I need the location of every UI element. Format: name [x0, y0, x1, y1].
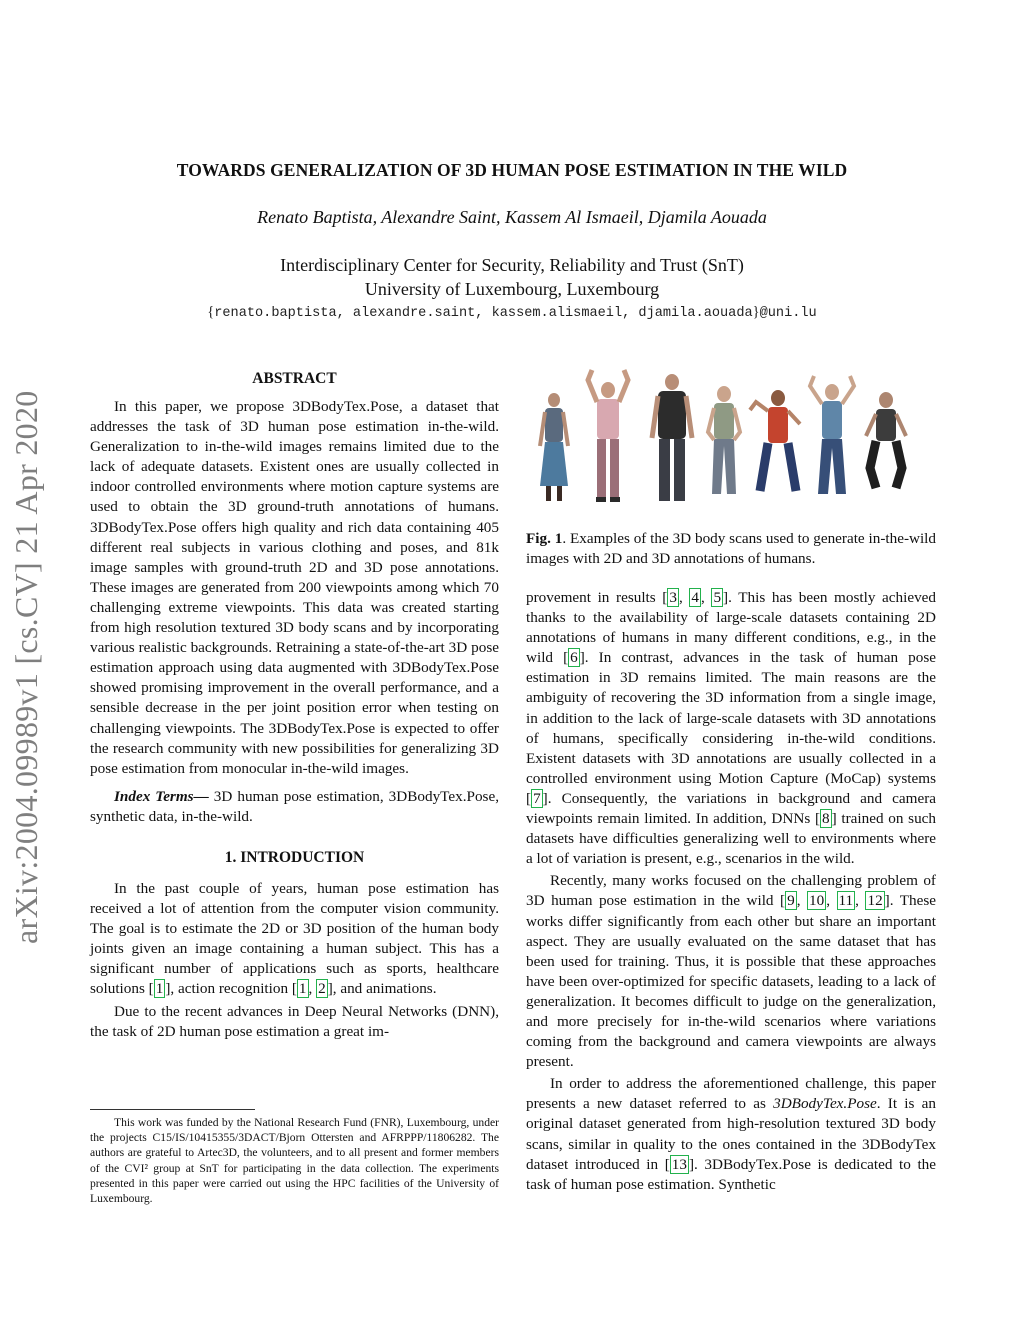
citation-link[interactable]: 2 [318, 980, 326, 998]
citation-link[interactable]: 12 [867, 892, 883, 910]
body-scan-figure [540, 370, 906, 502]
index-terms [90, 787, 499, 827]
citation-link[interactable]: 13 [671, 1155, 687, 1173]
affiliation-line-2: University of Luxembourg, Luxembourg [364, 279, 660, 299]
citation-link[interactable]: 9 [787, 892, 795, 910]
citation-link[interactable]: 3 [669, 589, 677, 606]
citation-link[interactable]: 1 [298, 980, 307, 998]
intro-paragraph-recent-works: Recently, many works focused on the challenging problem of 3D human pose estimation in the wild [ 9 , 10 , 11 , 12 ]. These works differ significantly from each other but share an important aspect. They are usually evaluated on the same dataset that has been used for training. Thus, it is possible that these approaches have been over-optimized for specific datasets, leading to a lack of generalization. It becomes difficult to judge on the generalization, and more precisely for in-the-wild scenarios where variations coming from the background and camera viewpoints are always present. [526, 872, 937, 1071]
footnote-divider [90, 1109, 255, 1110]
email-line [0, 304, 1024, 321]
text-run: ]. Consequently, the variations in background and camera viewpoints remain limited. In addition, DNNs [ [526, 789, 936, 828]
intro-paragraph-2: Due to the recent advances in Deep Neural Networks (DNN), the task of 2D human pose estimation a great im- [90, 1002, 499, 1040]
text-run: ]. This has been mostly achieved thanks to the availability of large-scale datasets containing 2D annotations of humans in many different conditions, e.g., in the wild [ [526, 589, 937, 667]
citation-link[interactable]: 6 [570, 649, 578, 667]
dataset-name: 3DBodyTex.Pose [773, 1095, 877, 1113]
email-brace-close: } [752, 304, 760, 320]
index-terms-label: Index Terms— [114, 787, 209, 805]
figure-caption-text: . Examples of the 3D body scans used to generate in-the-wild images with 2D and 3D annotations of humans. [526, 530, 936, 568]
citation-link[interactable]: 10 [809, 892, 825, 910]
intro-paragraph-1: In the past couple of years, human pose estimation has received a lot of attention from the computer vision community. The goal is to estimate the 2D or 3D position of the human body joints given an image containing a human subject. This has a significant number of applications such as sports, healthcare solutions [ 1 ], action recognition [ 1 , 2 ], and animations. [90, 879, 499, 998]
citation-link[interactable]: 1 [155, 980, 164, 998]
citation-link[interactable]: 7 [533, 789, 541, 807]
intro-paragraph-dataset [526, 1074, 936, 1195]
email-brace-open: { [207, 304, 215, 320]
author-list: Renato Baptista, Alexandre Saint, Kassem Al Ismaeil, Djamila Aouada [257, 207, 767, 227]
text-run: In order to address the aforementioned challenge, this paper presents a new dataset referred to as [526, 1075, 936, 1113]
affiliation-line-1: Interdisciplinary Center for Security, Reliability and Trust (SnT) [280, 255, 744, 275]
intro-paragraph-continued: provement in results [ 3 , 4 , 5 ]. This has been mostly achieved thanks to the availability of large-scale datasets containing 2D annotations of humans in many different conditions, e.g., in the wild [ 6 ]. In contrast, advances in the task of human pose estimation in 3D remains limited. The main reasons are the ambiguity of recovering the 3D information from a single image, in addition to the lack of large-scale datasets with 3D annotations of humans, specifically considering in-the-wild conditions. Existent datasets with 3D annotations are usually collected in a controlled environment using Motion Capture (MoCap) systems [ 7 ]. Consequently, the variations in background and camera viewpoints remain limited. In addition, DNNs [ 8 ] trained on such datasets have difficulties generalizing well to environments where a lot of variation is present, e.g., scenarios in the wild. [526, 589, 937, 868]
index-terms-text: 3D human pose estimation, 3DBodyTex.Pose, synthetic data, in-the-wild. [90, 787, 499, 825]
text-run: Recently, many works focused on the challenging problem of 3D human pose estimation in the wild [ [526, 872, 936, 910]
right-column [526, 588, 936, 1195]
text-run: provement in results [ [526, 589, 668, 606]
abstract-heading: ABSTRACT [252, 370, 337, 387]
citation-link[interactable]: 11 [838, 892, 854, 910]
email-names: renato.baptista, alexandre.saint, kassem.alismaeil, djamila.aouada [214, 306, 753, 321]
intro-text-a: In the past couple of years, human pose estimation has received a lot of attention from the computer vision community. The goal is to estimate the 2D or 3D position of the human body joints given an image containing a human subject. This has a significant number of applications such as sports, healthcare solutions [90, 879, 499, 998]
email-domain: @uni.lu [759, 306, 817, 321]
intro-heading: 1. INTRODUCTION [224, 848, 365, 866]
citation-link[interactable]: 5 [713, 589, 722, 606]
text-run: ] trained on such datasets have difficulties generalizing well to environments where a lot of variation is present, e.g., scenarios in the wild. [526, 810, 936, 868]
arxiv-identifier: arXiv:2004.09989v1 [cs.CV] 21 Apr 2020 [8, 390, 44, 944]
figure-label: Fig. 1 [526, 530, 563, 547]
paper-title: TOWARDS GENERALIZATION OF 3D HUMAN POSE ESTIMATION IN THE WILD [176, 160, 848, 180]
figure-1-caption [526, 529, 936, 569]
figure-1-body-scans [526, 366, 936, 516]
text-run: . It is an original dataset generated from high-resolution textured 3D body scans, similar in quality to the ones contained in the 3DBodyTex dataset introduced in [ [526, 1095, 936, 1173]
abstract-text: In this paper, we propose 3DBodyTex.Pose, a dataset that addresses the task of 3D human pose estimation in-the-wild. Generalization to in-the-wild images remains limited due to the lack of adequate datasets. Existent ones are usually collected in indoor controlled environments where motion capture systems are used to obtain the 3D ground-truth annotations of humans. 3DBodyTex.Pose offers high quality and rich data containing 405 different real subjects in various clothing and poses, and 81k image samples with ground-truth 2D and 3D pose annotations. These images are generated from 200 viewpoints among which 70 challenging extreme viewpoints. This data was created starting from high resolution textured 3D body scans and by incorporating various realistic backgrounds. Retraining a state-of-the-art 3D pose estimation approach using data augmented with 3DBodyTex.Pose showed promising improvement in the overall performance, and a sensible decrease in the per joint position error when testing on challenging viewpoints. The 3DBodyTex.Pose is expected to offer the research community with new possibilities for generalizing 3D pose estimation from monocular in-the-wild images. [90, 398, 499, 777]
funding-footnote: This work was funded by the National Research Fund (FNR), Luxembourg, under the projects C15/IS/10415355/3DACT/Bjorn Ottersten and AFRPPP/11806282. The authors are grateful to Artec3D, the volunteers, and to all present and former members of the CVI² group at SnT for participating in the data collection. The experiments presented in this paper were carried out using the HPC facilities of the University of Luxembourg. [90, 1116, 499, 1206]
text-run: ]. In contrast, advances in the task of human pose estimation in 3D remains limited. The main reasons are the ambiguity of recovering the 3D information from a single image, in addition to the lack of large-scale datasets with 3D annotations of humans, specifically considering in-the-wild conditions. Existent datasets with 3D annotations are usually collected in a controlled environment using Motion Capture (MoCap) systems [ [526, 649, 936, 807]
text-run: ]. These works differ significantly from each other but share an important aspect. They are usually evaluated on the same dataset that has been used for training. Thus, it is possible that these approaches have been over-optimized for specific datasets, leading to a lack of generalization. It becomes difficult to judge on the generalization, and more precisely for in-the-wild scenarios where variations coming from the background and camera viewpoints are always present. [526, 892, 937, 1071]
citation-link[interactable]: 4 [691, 589, 699, 606]
text-run: ]. 3DBodyTex.Pose is dedicated to the task of human pose estimation. Synthetic [526, 1155, 936, 1193]
intro-text-b: , action recognition [ [170, 980, 297, 998]
intro-text-c: ], and animations. [327, 980, 437, 998]
abstract-section [90, 370, 499, 1042]
citation-link[interactable]: 8 [822, 810, 830, 828]
